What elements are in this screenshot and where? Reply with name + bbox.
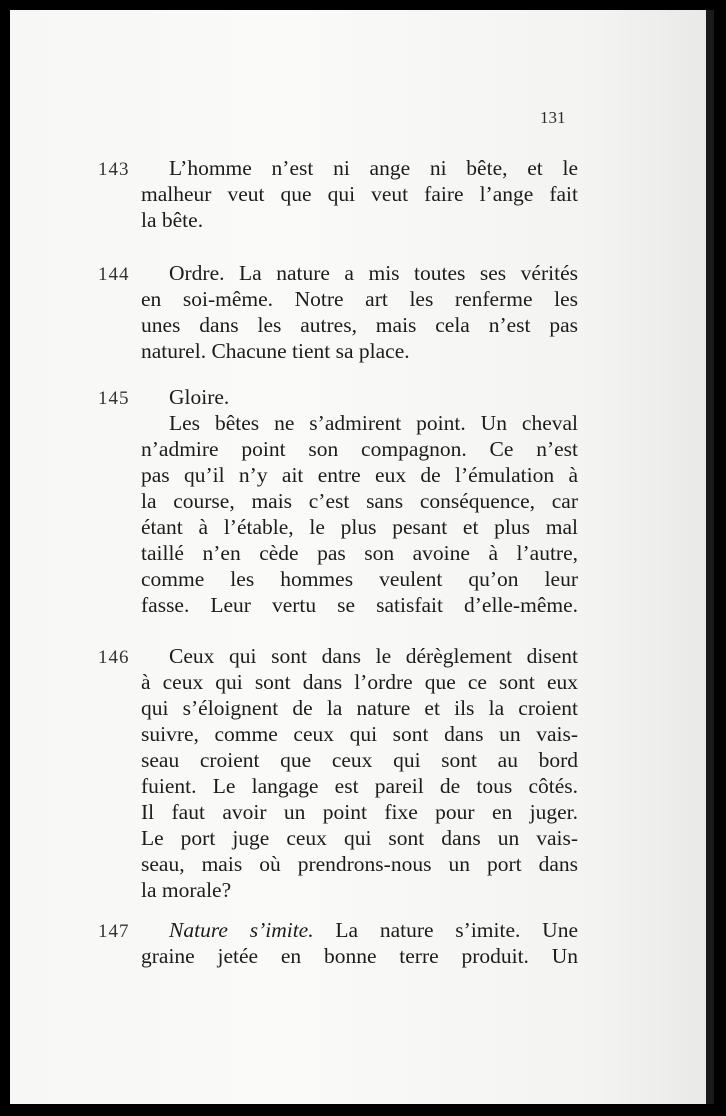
text-line: Le port juge ceux qui sont dans un vais- xyxy=(141,826,578,850)
text-line: taillé n’en cède pas son avoine à l’autre, xyxy=(141,541,578,565)
text-line: Les bêtes ne s’admirent point. Un cheval xyxy=(169,411,578,435)
text-line: malheur veut que qui veut faire l’ange fait xyxy=(141,182,578,206)
entry-number: 147 xyxy=(98,921,130,942)
italic-heading: Nature s’imite. xyxy=(169,918,314,942)
entry-number: 143 xyxy=(98,159,130,180)
text-line: qui s’éloignent de la nature et ils la croient xyxy=(141,696,578,720)
entry-text xyxy=(141,917,578,969)
entry-text xyxy=(141,155,578,233)
text-line: Ceux qui sont dans le dérèglement disent xyxy=(169,644,578,668)
text-line: seau croient que ceux qui sont au bord xyxy=(141,748,578,772)
text-line: suivre, comme ceux qui sont dans un vais- xyxy=(141,722,578,746)
text-line: comme les hommes veulent qu’on leur xyxy=(141,567,578,591)
text-line: à ceux qui sont dans l’ordre que ce sont eux xyxy=(141,670,578,694)
page-number: 131 xyxy=(540,108,566,127)
text-line: la morale? xyxy=(141,878,232,902)
text-line: naturel. Chacune tient sa place. xyxy=(141,339,410,363)
text-line: n’admire point son compagnon. Ce n’est xyxy=(141,437,578,461)
entry-text xyxy=(141,384,578,618)
text-line: L’homme n’est ni ange ni bête, et le xyxy=(169,156,578,180)
text-line: Il faut avoir un point fixe pour en juger. xyxy=(141,800,578,824)
entry-number: 145 xyxy=(98,388,130,409)
text-line: la bête. xyxy=(141,208,204,232)
entry-number: 144 xyxy=(98,264,130,285)
text-line: unes dans les autres, mais cela n’est pas xyxy=(141,313,578,337)
entry-text xyxy=(141,643,578,903)
text-line: pas qu’il n’y ait entre eux de l’émulation à xyxy=(141,463,578,487)
text-line: fuient. Le langage est pareil de tous côtés. xyxy=(141,774,578,798)
entry-title: Gloire. xyxy=(169,385,230,409)
entry-number: 146 xyxy=(98,647,130,668)
text-line xyxy=(141,917,578,943)
text-line: Ordre. La nature a mis toutes ses vérités xyxy=(169,261,578,285)
book-page xyxy=(10,10,714,1104)
text-line: seau, mais où prendrons-nous un port dans xyxy=(141,852,578,876)
text-fragment: La nature s’imite. Une xyxy=(313,918,578,942)
text-line: fasse. Leur vertu se satisfait d’elle-même. xyxy=(141,593,578,617)
entry-text xyxy=(141,260,578,364)
text-line: étant à l’étable, le plus pesant et plus mal xyxy=(141,515,578,539)
text-line: la course, mais c’est sans conséquence, car xyxy=(141,489,578,513)
text-line: graine jetée en bonne terre produit. Un xyxy=(141,944,578,968)
text-line: en soi-même. Notre art les renferme les xyxy=(141,287,578,311)
